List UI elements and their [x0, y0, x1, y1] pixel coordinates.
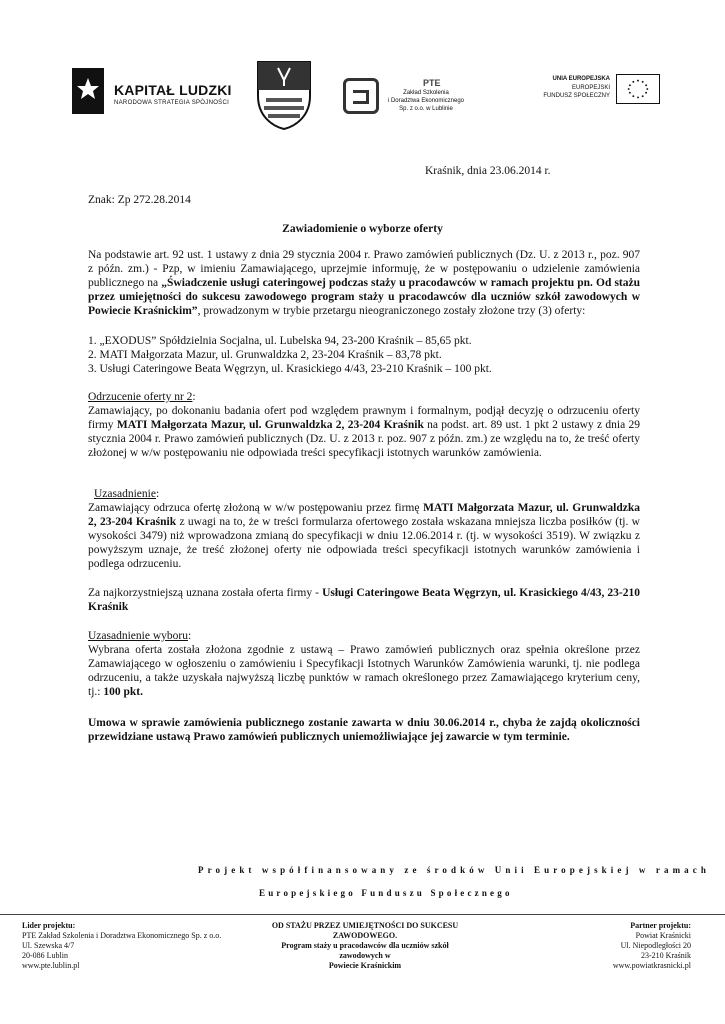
justification-text-end: z uwagi na to, że w treści formularza ofertowego została wskazana mniejsza liczba posiłków (tj. w wysokości 3479) niż wprowadzona zmianą do specyfikacji w dniu 12.06.2014 r. (tj. w wysokości 3519). W związku z powyższym uznaje, że treść złożonej oferty nie odpowiada treści specyfikacji istotnych warunków zamówienia i podlega odrzuceniu. — [88, 516, 640, 570]
rejected-company: MATI Małgorzata Mazur, ul. Grunwaldzka 2, 23-204 Kraśnik — [116, 419, 424, 431]
footer-project-title — [260, 921, 470, 971]
justification-section: Uzasadnienie: Zamawiający odrzuca ofertę złożoną w w/w postępowaniu przez firmę MATI Małgorzata Mazur, ul. Grunwaldzka 2, 23-204 Kraśnik z uwagi na to, że w treści formularza ofertowego została wskazana mniejsza liczba posiłków (tj. w wysokości 3479) niż wprowadzona zmianą do specyfikacji w dniu 12.06.2014 r. (tj. w wysokości 3519). W związku z powyższym uznaje, że treść złożonej oferty nie odpowiada treści specyfikacji istotnych warunków zamówienia i podlega odrzuceniu. — [88, 488, 640, 570]
footer-leader — [22, 921, 221, 971]
eu-logo — [530, 74, 660, 110]
best-offer-company: Usługi Cateringowe Beata Węgrzyn, ul. Krasickiego 4/43, 23-210 Kraśnik — [88, 587, 640, 613]
intro-paragraph — [88, 248, 640, 318]
footer-leader-line: PTE Zakład Szkolenia i Doradztwa Ekonomicznego Sp. z o.o. — [22, 931, 222, 940]
pte-mark-icon — [343, 78, 379, 114]
rejection-text: Zamawiający, po dokonaniu badania ofert pod względem prawnym i formalnym, podjął decyzję o odrzuceniu oferty firmy — [88, 405, 640, 431]
header-logos — [0, 60, 725, 140]
rejection-text-end: na podst. art. 89 ust. 1 pkt 2 ustawy z dnia 29 stycznia 2004 r. Prawo zamówień publicznych (Dz. U. z 2013 r. poz. 907 z późn. zm.) ze względu na to, że treść oferty złożonej w w/w postępowaniu nie odpowiada treści specyfikacji istotnych warunków zamówienia. — [88, 419, 640, 459]
choice-text: Wybrana oferta została złożona zgodnie z ustawą – Prawo zamówień publicznych oraz spełnia określone przez Zamawiającego w ogłoszeniu o zamówieniu i Specyfikacji Istotnych Warunków Zamówienia warunki, tj. nie podlega odrzuceniu, a także uzyskała najwyższą liczbę punktów w ramach określonego przez Zamawiającego kryterium ceny, tj.: — [88, 644, 640, 698]
eu-flag-icon — [616, 74, 660, 104]
intro-text: Na podstawie art. 92 ust. 1 ustawy z dnia 29 stycznia 2004 r. Prawo zamówień publicznych (Dz. U. z 2013 r., poz. 907 z późn. zm.) - Pzp, w imieniu Zamawiającego, uprzejmie informuję, że w postępowaniu o udzielenie zamówienia publicznego na — [88, 249, 640, 289]
rejection-section: Odrzucenie oferty nr 2: Zamawiający, po dokonaniu badania ofert pod względem prawnym i formalnym, podjął decyzję o odrzuceniu oferty firmy MATI Małgorzata Mazur, ul. Grunwaldzka 2, 23-204 Kraśnik na podst. art. 89 ust. 1 pkt 2 ustawy z dnia 29 stycznia 2004 r. Prawo zamówień publicznych (Dz. U. z 2013 r. poz. 907 z późn. zm.) ze względu na to, że treść oferty złożonej w w/w postępowaniu nie odpowiada treści specyfikacji istotnych warunków zamówienia. — [88, 391, 640, 459]
kapital-ludzki-star-icon — [72, 68, 104, 114]
kapital-ludzki-subtitle: NARODOWA STRATEGIA SPÓJNOŚCI — [114, 100, 230, 106]
document-subject: Zawiadomienie o wyborze oferty — [282, 223, 443, 235]
best-offer-text: Za najkorzystniejszą uznana została oferta firmy - — [88, 587, 323, 599]
kapital-ludzki-title: KAPITAŁ LUDZKI — [114, 82, 232, 98]
justification-company: MATI Małgorzata Mazur, ul. Grunwaldzka 2, 23-204 Kraśnik — [88, 502, 640, 528]
footer-project-line: OD STAŻU PRZEZ UMIEJĘTNOŚCI DO SUKCESU — [271, 921, 459, 930]
best-offer-section — [88, 586, 640, 614]
pte-line: Zakład Szkolenia — [403, 90, 449, 96]
footer-partner-line: www.powiatkrasnicki.pl — [612, 961, 691, 970]
footer-project-line: Program staży u pracodawców dla uczniów szkół zawodowych w — [281, 941, 449, 960]
pte-logo — [343, 78, 463, 118]
footer-partner — [613, 921, 691, 971]
choice-section: Uzasadnienie wyboru: Wybrana oferta została złożona zgodnie z ustawą – Prawo zamówień publicznych oraz spełnia określone przez Zamawiającego w ogłoszeniu o zamówieniu i Specyfikacji Istotnych Warunków Zamówienia warunki, tj. nie podlega odrzuceniu, a także uzyskała najwyższą liczbę punktów w ramach określonego przez Zamawiającego kryterium ceny, tj.: 100 pkt. — [88, 630, 640, 698]
footer-leader-line: www.pte.lublin.pl — [22, 961, 80, 970]
justification-heading: Uzasadnienie — [94, 488, 156, 500]
rejection-heading: Odrzucenie oferty nr 2 — [88, 391, 193, 403]
contract-notice: Umowa w sprawie zamówienia publicznego zostanie zawarta w dniu 30.06.2014 r., chyba że zajdą okoliczności przewidziane ustawą Prawo zamówień publicznych uniemożliwiające jej zawarcie w tym terminie. — [88, 717, 640, 743]
powiat-coat-of-arms-icon — [256, 60, 312, 130]
footer-partner-title: Partner projektu: — [630, 921, 691, 930]
footer-leader-line: 20-086 Lublin — [22, 951, 68, 960]
place-and-date: Kraśnik, dnia 23.06.2014 r. — [425, 165, 551, 177]
pte-title: PTE — [423, 78, 441, 88]
reference-number: Znak: Zp 272.28.2014 — [88, 194, 191, 206]
eu-text: UNIA EUROPEJSKA — [552, 76, 610, 82]
project-funding-line: Projekt współfinansowany ze środków Unii Europejskiej w ramach — [198, 865, 710, 875]
footer-project-line: ZAWODOWEGO. — [332, 931, 398, 940]
intro-text-end: , prowadzonym w trybie przetargu nieograniczonego zostały złożone trzy (3) oferty: — [197, 305, 586, 317]
choice-heading: Uzasadnienie wyboru — [88, 630, 188, 642]
footer-leader-line: Ul. Szewska 4/7 — [22, 941, 75, 950]
pte-line: Sp. z o.o. w Lublinie — [399, 106, 453, 112]
choice-points: 100 pkt. — [103, 686, 143, 698]
eu-text: EUROPEJSKI — [571, 85, 610, 91]
pte-line: i Doradztwa Ekonomicznego — [387, 98, 465, 104]
footer-partner-line: Ul. Niepodległości 20 — [620, 941, 691, 950]
footer-divider — [0, 914, 725, 915]
footer-leader-title: Lider projektu: — [22, 921, 76, 930]
offers-list — [88, 334, 492, 376]
justification-text: Zamawiający odrzuca ofertę złożoną w w/w postępowaniu przez firmę — [88, 502, 424, 514]
kapital-ludzki-logo — [72, 68, 242, 116]
footer-partner-line: Powiat Kraśnicki — [635, 931, 691, 940]
tender-name: „Świadczenie usługi cateringowej podczas staży u pracodawców w ramach projektu pn. Od stażu przez umiejętności do sukcesu zawodowego program staży u pracodawców dla uczniów szkół zawodowych w Powiecie Kraśnickim” — [88, 277, 641, 317]
project-funding-line: Europejskiego Funduszu Społecznego — [259, 888, 513, 898]
offer-item: 3. Usługi Cateringowe Beata Węgrzyn, ul. Krasickiego 4/43, 23-210 Kraśnik – 100 pkt. — [88, 363, 492, 375]
offer-item: 2. MATI Małgorzata Mazur, ul. Grunwaldzka 2, 23-204 Kraśnik – 83,78 pkt. — [88, 349, 442, 361]
footer-partner-line: 23-210 Kraśnik — [641, 951, 691, 960]
eu-text: FUNDUSZ SPOŁECZNY — [543, 93, 610, 99]
footer-project-line: Powiecie Kraśnickim — [328, 961, 402, 970]
offer-item: 1. „EXODUS” Spółdzielnia Socjalna, ul. Lubelska 94, 23-200 Kraśnik – 85,65 pkt. — [88, 335, 472, 347]
